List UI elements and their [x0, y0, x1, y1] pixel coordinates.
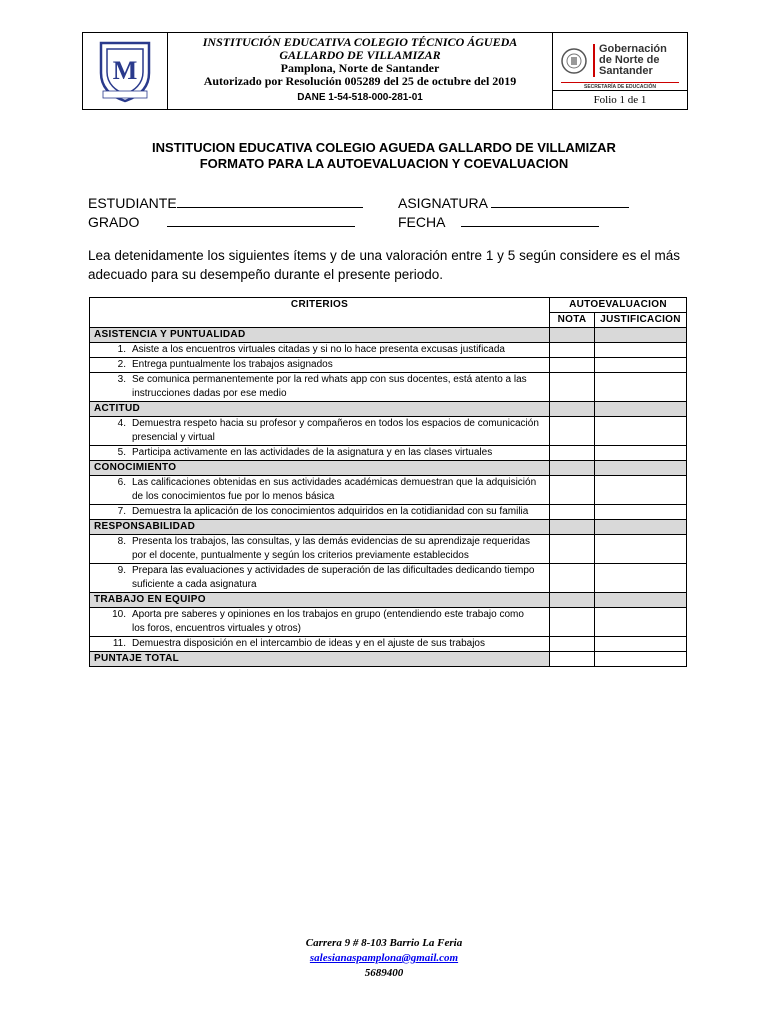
section-row: [90, 520, 687, 535]
subject-label: ASIGNATURA: [398, 195, 488, 211]
section-grade-cell: [550, 461, 595, 476]
criterion-number: 11.: [112, 638, 126, 649]
criterion-cell: [90, 343, 550, 358]
gobernacion-seal-icon: [561, 46, 587, 76]
grade-cell[interactable]: [550, 417, 595, 446]
justification-cell[interactable]: [595, 476, 687, 505]
criterion-cell: [90, 505, 550, 520]
section-justification-cell: [595, 461, 687, 476]
gob-subtitle: SECRETARÍA DE EDUCACIÓN: [561, 82, 679, 90]
criterion-text: Demuestra respeto hacia su profesor y compañeros en todos los espacios de comunicación presencial y virtual: [132, 418, 539, 443]
school-dane: DANE 1-54-518-000-281-01: [297, 92, 423, 103]
criterion-row: [90, 476, 687, 505]
grade-header: NOTA: [550, 313, 595, 328]
grade-cell[interactable]: [550, 373, 595, 402]
student-label: ESTUDIANTE: [88, 195, 177, 211]
school-info: [168, 33, 552, 109]
grade-cell[interactable]: [550, 637, 595, 652]
criterion-number: 10.: [112, 609, 126, 620]
grade-cell[interactable]: [550, 535, 595, 564]
section-title: RESPONSABILIDAD: [90, 520, 550, 535]
date-field[interactable]: [461, 214, 599, 227]
header-right-panel: [552, 33, 687, 109]
justification-cell[interactable]: [595, 608, 687, 637]
grade-cell[interactable]: [550, 446, 595, 461]
criterion-cell: [90, 373, 550, 402]
justification-cell[interactable]: [595, 343, 687, 358]
gob-line2: de Norte de: [599, 54, 660, 66]
criterion-number: 9.: [117, 565, 126, 576]
section-row: [90, 593, 687, 608]
footer-email-link[interactable]: salesianaspamplona@gmail.com: [309, 952, 459, 964]
section-title: CONOCIMIENTO: [90, 461, 550, 476]
document-title: [0, 140, 768, 172]
date-label: FECHA: [398, 214, 446, 230]
justification-cell[interactable]: [595, 505, 687, 520]
school-name-line1: INSTITUCIÓN EDUCATIVA COLEGIO TÉCNICO ÁGUEDA: [202, 35, 518, 49]
criterion-number: 4.: [117, 418, 126, 429]
justification-cell[interactable]: [595, 373, 687, 402]
criteria-header: CRITERIOS: [90, 298, 550, 328]
criterion-row: [90, 417, 687, 446]
self-eval-header: AUTOEVALUACION: [550, 298, 687, 313]
criterion-cell: [90, 637, 550, 652]
section-row: [90, 402, 687, 417]
section-title: TRABAJO EN EQUIPO: [90, 593, 550, 608]
criterion-text: Demuestra disposición en el intercambio de ideas y en el ajuste de sus trabajos: [132, 638, 485, 649]
criterion-cell: [90, 535, 550, 564]
justification-cell[interactable]: [595, 417, 687, 446]
svg-text:M: M: [112, 56, 138, 85]
grade-cell[interactable]: [550, 476, 595, 505]
section-grade-cell: [550, 593, 595, 608]
justification-header: JUSTIFICACION: [595, 313, 687, 328]
criterion-row: [90, 535, 687, 564]
school-name-line2: GALLARDO DE VILLAMIZAR: [279, 48, 441, 62]
grade-label: GRADO: [88, 214, 140, 230]
criterion-row: [90, 358, 687, 373]
justification-cell[interactable]: [595, 637, 687, 652]
criterion-number: 3.: [117, 374, 126, 385]
criterion-cell: [90, 358, 550, 373]
criterion-row: [90, 564, 687, 593]
document-footer: [0, 936, 768, 981]
criterion-text: Prepara las evaluaciones y actividades de superación de las dificultades dedicando tiempo suficiente a cada asignatura: [132, 565, 535, 590]
criterion-cell: [90, 564, 550, 593]
criterion-text: Se comunica permanentemente por la red whats app con sus docentes, está atento a las instrucciones dadas por ese medio: [132, 374, 527, 399]
criterion-cell: [90, 446, 550, 461]
criterion-row: [90, 505, 687, 520]
school-authorization: Autorizado por Resolución 005289 del 25 de octubre del 2019: [203, 74, 517, 88]
criterion-row: [90, 608, 687, 637]
student-fields: [88, 194, 629, 232]
school-crest-logo: [83, 33, 168, 109]
criterion-cell: [90, 608, 550, 637]
criterion-text: Asiste a los encuentros virtuales citadas y si no lo hace presenta excusas justificada: [132, 344, 505, 355]
criterion-text: Entrega puntualmente los trabajos asignados: [132, 359, 333, 370]
footer-address: Carrera 9 # 8-103 Barrio La Feria: [305, 937, 463, 949]
criterion-cell: [90, 417, 550, 446]
criterion-text: Las calificaciones obtenidas en sus actividades académicas demuestran que la adquisición de los conocimientos fue por lo menos básica: [132, 477, 537, 502]
criterion-cell: [90, 476, 550, 505]
justification-cell[interactable]: [595, 564, 687, 593]
criterion-text: Participa activamente en las actividades de la asignatura y en las clases virtuales: [132, 447, 493, 458]
school-location: Pamplona, Norte de Santander: [280, 61, 440, 75]
section-title: ACTITUD: [90, 402, 550, 417]
criterion-number: 5.: [117, 447, 126, 458]
section-justification-cell: [595, 593, 687, 608]
criterion-text: Presenta los trabajos, las consultas, y las demás evidencias de su aprendizaje requeridas por el docente, puntualmente y según los criterios previamente establecidos: [132, 536, 530, 561]
criterion-number: 7.: [117, 506, 126, 517]
title-line2: FORMATO PARA LA AUTOEVALUACION Y COEVALUACION: [199, 156, 569, 171]
evaluation-table: [89, 297, 687, 667]
criterion-number: 1.: [117, 344, 126, 355]
title-line1: INSTITUCION EDUCATIVA COLEGIO AGUEDA GALLARDO DE VILLAMIZAR: [152, 140, 616, 155]
gob-line1: Gobernación: [599, 43, 667, 55]
total-label: PUNTAJE TOTAL: [90, 652, 550, 667]
total-justification-cell[interactable]: [595, 652, 687, 667]
justification-cell[interactable]: [595, 446, 687, 461]
gob-line3: Santander: [599, 65, 653, 77]
section-grade-cell: [550, 520, 595, 535]
section-justification-cell: [595, 328, 687, 343]
section-row: [90, 328, 687, 343]
grade-cell[interactable]: [550, 343, 595, 358]
document-header: [82, 32, 688, 110]
criterion-row: [90, 637, 687, 652]
section-grade-cell: [550, 402, 595, 417]
grade-cell[interactable]: [550, 608, 595, 637]
criterion-row: [90, 343, 687, 358]
student-field[interactable]: [177, 195, 363, 208]
folio: Folio 1 de 1: [553, 90, 687, 109]
instructions: Lea detenidamente los siguientes ítems y de una valoración entre 1 y 5 según considere es el más adecuado para su desempeño durante el presente periodo.: [88, 248, 680, 282]
gobernacion-logo: [553, 33, 687, 82]
grade-cell[interactable]: [550, 505, 595, 520]
total-grade-cell[interactable]: [550, 652, 595, 667]
section-justification-cell: [595, 402, 687, 417]
criterion-number: 2.: [117, 359, 126, 370]
section-grade-cell: [550, 328, 595, 343]
section-row: [90, 461, 687, 476]
grade-cell[interactable]: [550, 564, 595, 593]
criterion-row: [90, 373, 687, 402]
criterion-number: 8.: [117, 536, 126, 547]
justification-cell[interactable]: [595, 535, 687, 564]
grade-cell[interactable]: [550, 358, 595, 373]
footer-phone: 5689400: [364, 967, 404, 979]
section-justification-cell: [595, 520, 687, 535]
criterion-text: Aporta pre saberes y opiniones en los trabajos en grupo (entendiendo este trabajo como los foros, encuentros virtuales y otros): [132, 609, 524, 634]
grade-field[interactable]: [167, 214, 355, 227]
criterion-row: [90, 446, 687, 461]
subject-field[interactable]: [491, 195, 629, 208]
justification-cell[interactable]: [595, 358, 687, 373]
criterion-number: 6.: [117, 477, 126, 488]
criterion-text: Demuestra la aplicación de los conocimientos adquiridos en la cotidianidad con su familia: [132, 506, 529, 517]
section-title: ASISTENCIA Y PUNTUALIDAD: [90, 328, 550, 343]
